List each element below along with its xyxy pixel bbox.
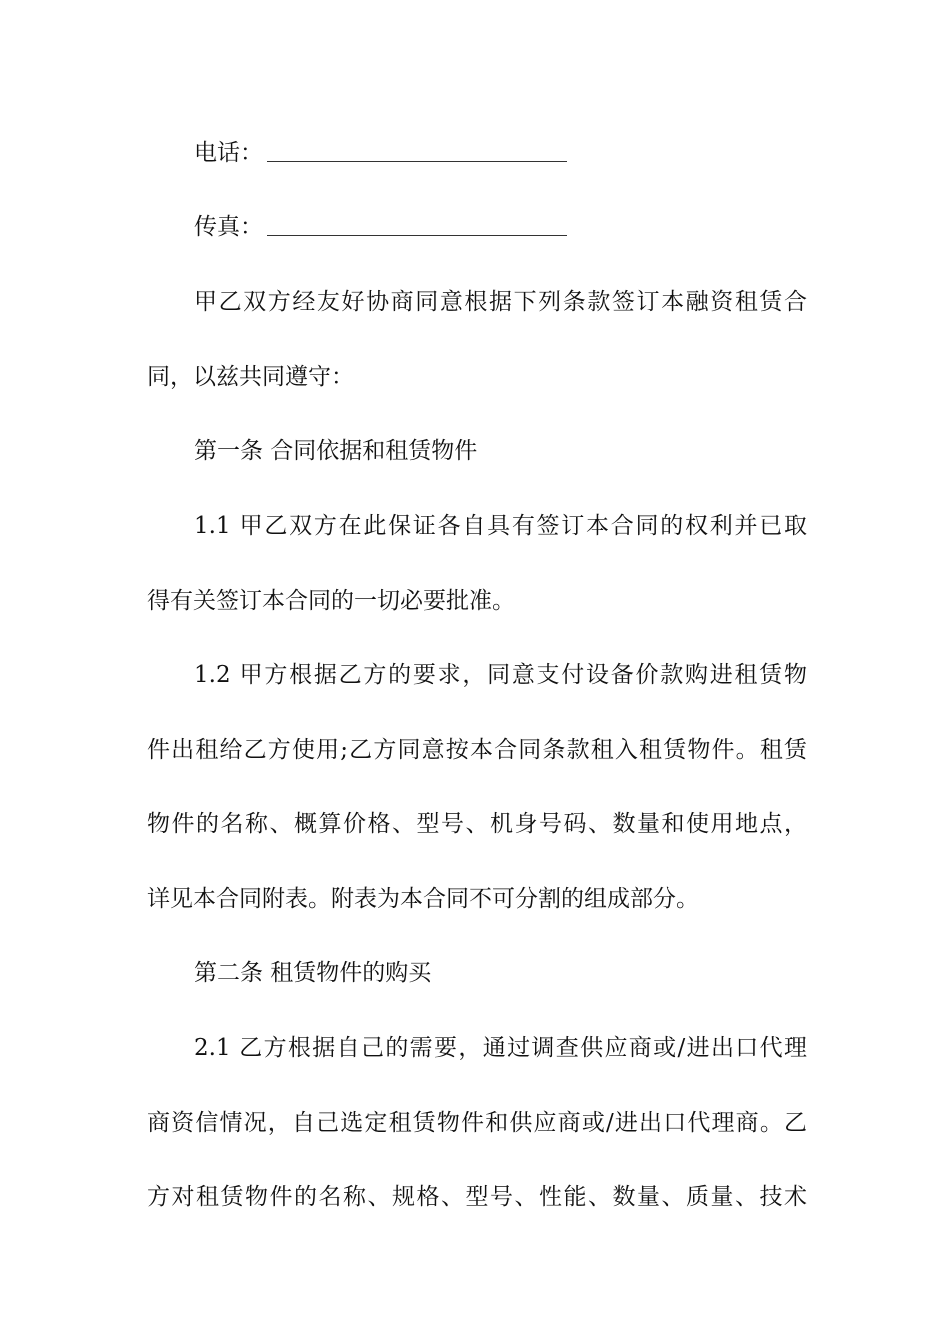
clause-1-2-line-3: 物件的名称、概算价格、型号、机身号码、数量和使用地点， bbox=[147, 811, 807, 837]
clause-1-2-line-4: 详见本合同附表。附表为本合同不可分割的组成部分。 bbox=[147, 886, 699, 912]
phone-label: 电话： bbox=[194, 140, 263, 166]
clause-1-2-line-2: 件出租给乙方使用;乙方同意按本合同条款租入租赁物件。租赁 bbox=[147, 737, 807, 763]
article-2-title: 第二条 租赁物件的购买 bbox=[194, 960, 432, 986]
clause-1-1-line-1: 1.1 甲乙双方在此保证各自具有签订本合同的权利并已取 bbox=[194, 513, 807, 539]
fax-label: 传真： bbox=[194, 214, 263, 240]
clause-1-1-line-2: 得有关签订本合同的一切必要批准。 bbox=[147, 588, 515, 614]
fax-field bbox=[194, 212, 567, 242]
clause-2-1-line-2: 商资信情况，自己选定租赁物件和供应商或/进出口代理商。乙 bbox=[147, 1110, 807, 1136]
fax-blank-line bbox=[267, 234, 567, 236]
clause-2-1-line-3: 方对租赁物件的名称、规格、型号、性能、数量、质量、技术 bbox=[147, 1184, 807, 1210]
clause-2-1-line-1: 2.1 乙方根据自己的需要，通过调查供应商或/进出口代理 bbox=[194, 1035, 807, 1061]
clause-1-2-line-1: 1.2 甲方根据乙方的要求，同意支付设备价款购进租赁物 bbox=[194, 662, 807, 688]
intro-line-1: 甲乙双方经友好协商同意根据下列条款签订本融资租赁合 bbox=[194, 289, 807, 315]
article-1-title: 第一条 合同依据和租赁物件 bbox=[194, 438, 478, 464]
phone-blank-line bbox=[267, 160, 567, 162]
intro-line-2: 同，以兹共同遵守： bbox=[147, 364, 354, 390]
phone-field bbox=[194, 138, 567, 168]
